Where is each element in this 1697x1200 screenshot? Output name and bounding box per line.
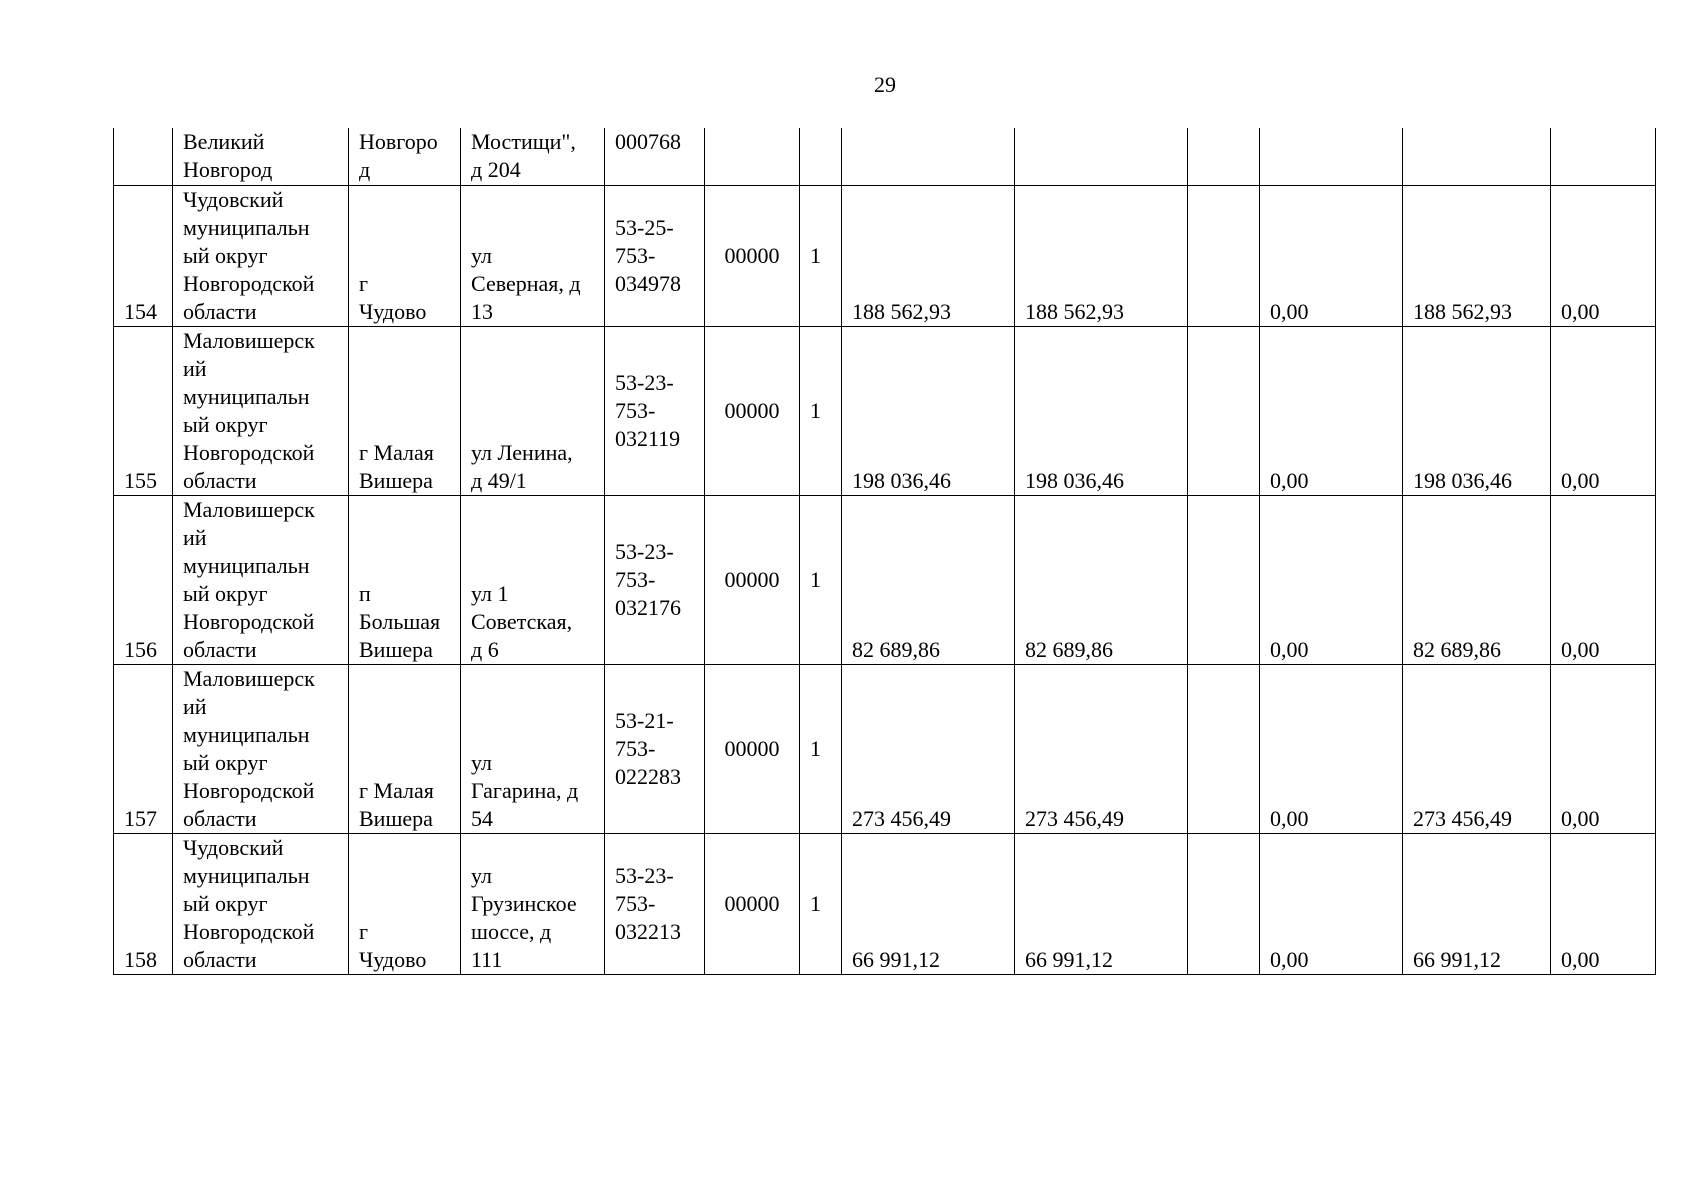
cell-col8: 82 689,86 [842, 495, 1015, 664]
cell-col11: 0,00 [1260, 664, 1403, 833]
cell-code: 53-23- 753- 032119 [605, 326, 705, 495]
cell-col12: 82 689,86 [1403, 495, 1551, 664]
cell-municipality: Великий Новгород [173, 128, 349, 185]
cell-col6: 00000 [705, 833, 800, 974]
cell-settlement: г Чудово [349, 185, 461, 326]
table-row [114, 185, 1656, 326]
cell-col8: 66 991,12 [842, 833, 1015, 974]
cell-col10 [1188, 326, 1260, 495]
cell-no [114, 128, 173, 185]
cell-col7: 1 [800, 833, 842, 974]
cell-col9: 188 562,93 [1015, 185, 1188, 326]
table-row-continuation [114, 128, 1656, 185]
table-row [114, 833, 1656, 974]
cell-col10 [1188, 833, 1260, 974]
cell-col13: 0,00 [1551, 833, 1656, 974]
cell-settlement: п Большая Вишера [349, 495, 461, 664]
cell-col11 [1260, 128, 1403, 185]
cell-col10 [1188, 664, 1260, 833]
cell-col13: 0,00 [1551, 326, 1656, 495]
cell-col11: 0,00 [1260, 495, 1403, 664]
cell-address: ул Гагарина, д 54 [461, 664, 605, 833]
cell-col7: 1 [800, 185, 842, 326]
table-row [114, 495, 1656, 664]
cell-code: 53-21- 753- 022283 [605, 664, 705, 833]
cell-col13 [1551, 128, 1656, 185]
cell-col8: 188 562,93 [842, 185, 1015, 326]
cell-col10 [1188, 128, 1260, 185]
cell-col13: 0,00 [1551, 495, 1656, 664]
cell-address: ул 1 Советская, д 6 [461, 495, 605, 664]
cell-code: 53-23- 753- 032213 [605, 833, 705, 974]
cell-col10 [1188, 185, 1260, 326]
cell-code: 000768 [605, 128, 705, 185]
cell-address: ул Грузинское шоссе, д 111 [461, 833, 605, 974]
cell-no: 157 [114, 664, 173, 833]
cell-col7: 1 [800, 495, 842, 664]
cell-col10 [1188, 495, 1260, 664]
cell-municipality: Маловишерск ий муниципальн ый округ Новгородской области [173, 495, 349, 664]
cell-col7: 1 [800, 664, 842, 833]
cell-col12: 66 991,12 [1403, 833, 1551, 974]
cell-col7 [800, 128, 842, 185]
cell-settlement: г Малая Вишера [349, 326, 461, 495]
page-number: 29 [874, 72, 896, 97]
cell-code: 53-25- 753- 034978 [605, 185, 705, 326]
cell-col13: 0,00 [1551, 664, 1656, 833]
cell-municipality: Чудовский муниципальн ый округ Новгородской области [173, 833, 349, 974]
cell-col13: 0,00 [1551, 185, 1656, 326]
cell-no: 154 [114, 185, 173, 326]
cell-col6: 00000 [705, 495, 800, 664]
cell-address: ул Ленина, д 49/1 [461, 326, 605, 495]
cell-col9: 198 036,46 [1015, 326, 1188, 495]
cell-col11: 0,00 [1260, 833, 1403, 974]
cell-col12: 198 036,46 [1403, 326, 1551, 495]
table-row [114, 664, 1656, 833]
table-row [114, 326, 1656, 495]
cell-col9: 82 689,86 [1015, 495, 1188, 664]
cell-col12 [1403, 128, 1551, 185]
cell-municipality: Чудовский муниципальн ый округ Новгородской области [173, 185, 349, 326]
cell-col8: 198 036,46 [842, 326, 1015, 495]
cell-col6 [705, 128, 800, 185]
cell-col6: 00000 [705, 326, 800, 495]
cell-address: Мостищи", д 204 [461, 128, 605, 185]
cell-no: 158 [114, 833, 173, 974]
cell-address: ул Северная, д 13 [461, 185, 605, 326]
cell-col12: 188 562,93 [1403, 185, 1551, 326]
cell-col11: 0,00 [1260, 185, 1403, 326]
cell-col7: 1 [800, 326, 842, 495]
cell-col12: 273 456,49 [1403, 664, 1551, 833]
cell-settlement: г Чудово [349, 833, 461, 974]
cell-col9: 273 456,49 [1015, 664, 1188, 833]
cell-col6: 00000 [705, 664, 800, 833]
cell-no: 156 [114, 495, 173, 664]
cell-col9: 66 991,12 [1015, 833, 1188, 974]
cell-col6: 00000 [705, 185, 800, 326]
cell-col9 [1015, 128, 1188, 185]
cell-no: 155 [114, 326, 173, 495]
cell-settlement: г Малая Вишера [349, 664, 461, 833]
registry-table [113, 128, 1656, 975]
cell-col11: 0,00 [1260, 326, 1403, 495]
cell-col8: 273 456,49 [842, 664, 1015, 833]
cell-code: 53-23- 753- 032176 [605, 495, 705, 664]
cell-col8 [842, 128, 1015, 185]
cell-municipality: Маловишерск ий муниципальн ый округ Новгородской области [173, 326, 349, 495]
cell-municipality: Маловишерск ий муниципальн ый округ Новгородской области [173, 664, 349, 833]
cell-settlement: Новгоро д [349, 128, 461, 185]
